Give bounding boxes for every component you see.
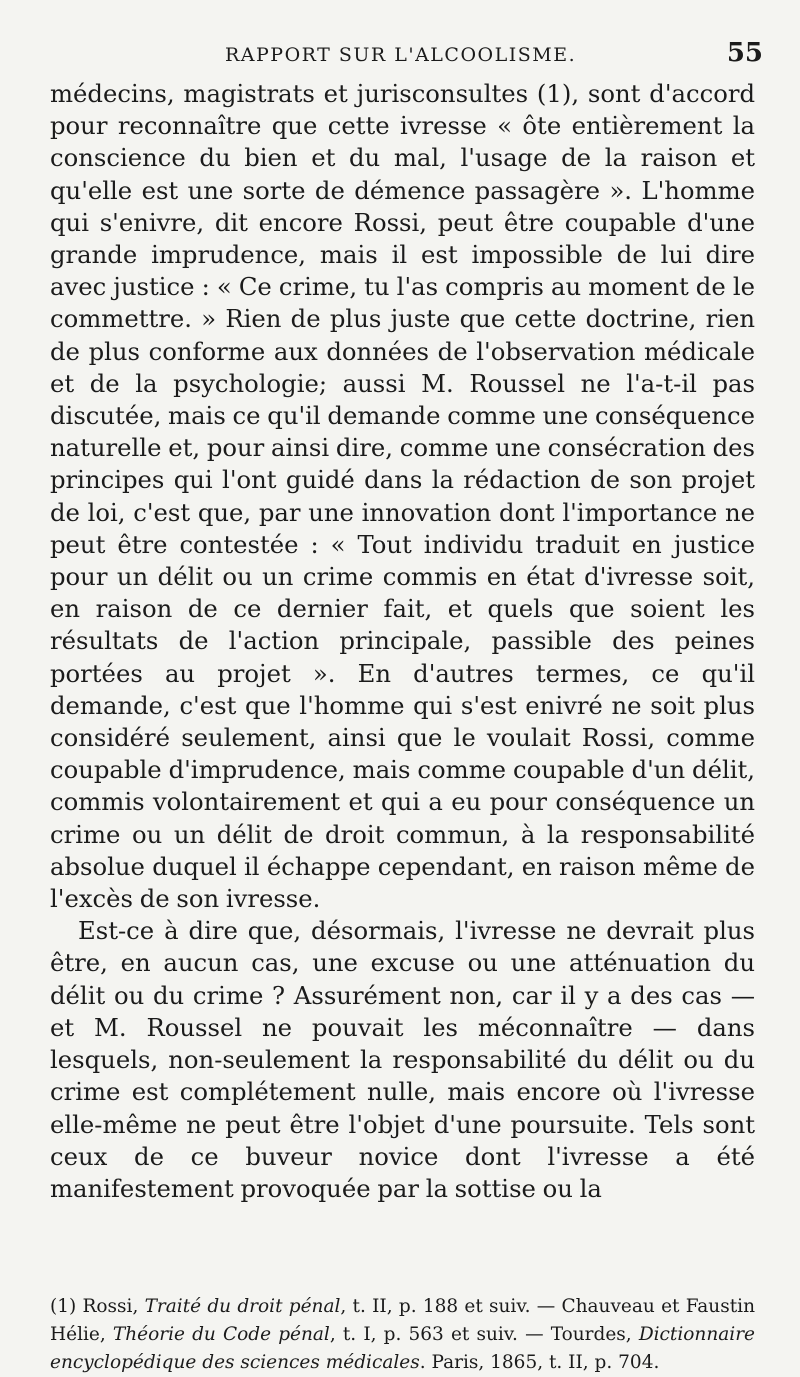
- page-header: [50, 38, 763, 78]
- paragraph-2: Est-ce à dire que, désormais, l'ivresse ne devrait plus être, en aucun cas, une excuse ou une atténuation du délit ou du crime ? Assurément non, car il y a des cas — et M. Roussel ne pouvait les méconnaître — dans lesquels, non-seulement la responsabilité du délit ou du crime est complétement nulle, mais encore où l'ivresse elle-même ne peut être l'objet d'une poursuite. Tels sont ceux de ce buveur novice dont l'ivresse a été manifestement provoquée par la sottise ou la: [50, 916, 755, 1203]
- book-page: [50, 38, 763, 1377]
- footnote-mark: (1): [50, 1296, 77, 1318]
- footnote: [50, 1293, 755, 1377]
- footnote-text-4: . Paris, 1865, t. II, p. 704.: [419, 1352, 660, 1374]
- paragraph-1: médecins, magistrats et jurisconsultes (1), sont d'accord pour reconnaître que cette ivresse « ôte entièrement la conscience du bien et du mal, l'usage de la raison et qu'elle est une sorte de démence passagère ». L'homme qui s'enivre, dit encore Rossi, peut être coupable d'une grande imprudence, mais il est impossible de lui dire avec justice : « Ce crime, tu l'as compris au moment de le commettre. » Rien de plus juste que cette doctrine, rien de plus conforme aux données de l'observation médicale et de la psychologie; aussi M. Roussel ne l'a-t-il pas discutée, mais ce qu'il demande comme une conséquence naturelle et, pour ainsi dire, comme une consécration des principes qui l'ont guidé dans la rédaction de son projet de loi, c'est que, par une innovation dont l'importance ne peut être contestée : « Tout individu traduit en justice pour un délit ou un crime commis en état d'ivresse soit, en raison de ce dernier fait, et quels que soient les résultats de l'action principale, passible des peines portées au projet ». En d'autres termes, ce qu'il demande, c'est que l'homme qui s'est enivré ne soit plus considéré seulement, ainsi que le voulait Rossi, comme coupable d'imprudence, mais comme coupable d'un délit, commis volontairement et qui a eu pour conséquence un crime ou un délit de droit commun, à la responsabilité absolue duquel il échappe cependant, en raison même de l'excès de son ivresse.: [50, 79, 755, 914]
- running-head: RAPPORT SUR L'ALCOOLISME.: [225, 44, 577, 66]
- footnote-title-1: Traité du droit pénal: [144, 1296, 341, 1318]
- footnote-text-1: Rossi,: [82, 1296, 139, 1318]
- footnote-title-2: Théorie du Code pénal: [112, 1324, 330, 1346]
- body-text: [50, 78, 755, 1205]
- footnote-text-2: , t. II, p. 188 et suiv. — Chauveau et Faustin Hélie,: [50, 1296, 755, 1346]
- page-number: 55: [726, 38, 763, 68]
- footnote-text-3: , t. I, p. 563 et suiv. — Tourdes,: [329, 1324, 632, 1346]
- footnote-title-3: Dictionnaire encyclopédique des sciences médicales: [50, 1324, 755, 1374]
